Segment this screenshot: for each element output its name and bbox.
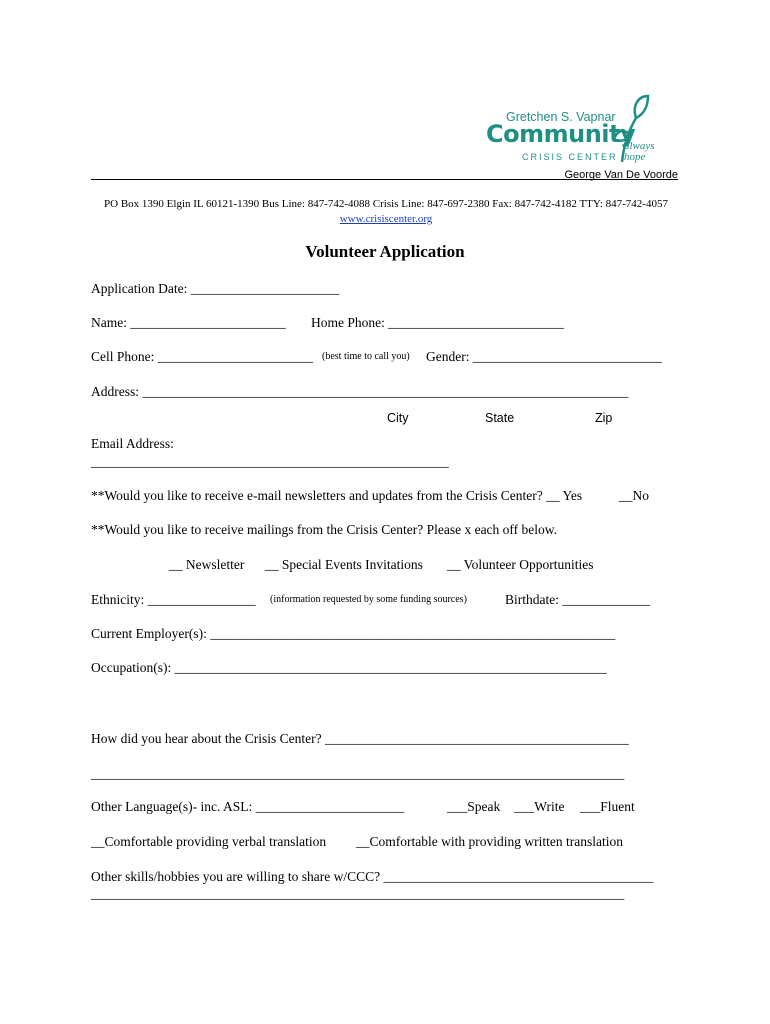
application-date-field[interactable]: Application Date: ______________________: [91, 281, 340, 296]
crisis-center-logo: [486, 92, 656, 164]
header-divider: [91, 179, 678, 180]
logo-line1: Gretchen S. Vapnar: [506, 110, 616, 124]
verbal-translation-option[interactable]: __Comfortable providing verbal translation: [91, 834, 327, 849]
mailings-question: **Would you like to receive mailings from the Crisis Center? Please x each off below.: [91, 522, 558, 537]
page-title: Volunteer Application: [305, 242, 465, 261]
birthdate-field[interactable]: Birthdate: _____________: [505, 592, 651, 607]
name-field[interactable]: Name: _______________________: [91, 315, 286, 330]
logo-tagline1: always: [624, 140, 655, 152]
header-name: George Van De Voorde: [564, 169, 678, 181]
gender-field[interactable]: Gender: ____________________________: [426, 349, 662, 364]
newsletter-no-option[interactable]: __No: [619, 488, 649, 503]
newsletter-option[interactable]: __ Newsletter: [169, 557, 245, 572]
write-option[interactable]: ___Write: [514, 799, 565, 814]
hear-about-field[interactable]: How did you hear about the Crisis Center? _____________________________________________: [91, 731, 629, 746]
newsletter-question[interactable]: **Would you like to receive e-mail newsletters and updates from the Crisis Center? __ Yes: [91, 488, 583, 503]
email-label: Email Address:: [91, 436, 174, 451]
address-field[interactable]: Address: ________________________________________________________________________: [91, 384, 629, 399]
current-employer-field[interactable]: Current Employer(s): ____________________________________________________________: [91, 626, 616, 641]
website-link[interactable]: www.crisiscenter.org: [339, 213, 433, 225]
cell-phone-field[interactable]: Cell Phone: _______________________: [91, 349, 313, 364]
contact-info: [91, 197, 681, 227]
skills-hobbies-extra-line[interactable]: _______________________________________________________________________________: [91, 886, 625, 901]
logo-line2: Community: [486, 120, 636, 148]
speak-option[interactable]: ___Speak: [447, 799, 501, 814]
home-phone-field[interactable]: Home Phone: __________________________: [311, 315, 564, 330]
best-time-note: (best time to call you): [322, 351, 410, 362]
zip-label: Zip: [595, 411, 613, 425]
city-label: City: [387, 411, 409, 425]
other-languages-field[interactable]: Other Language(s)- inc. ASL: ______________________: [91, 799, 405, 814]
ethnicity-note: (information requested by some funding sources): [270, 594, 467, 605]
occupation-field[interactable]: Occupation(s): ________________________________________________________________: [91, 660, 607, 675]
volunteer-opportunities-option[interactable]: __ Volunteer Opportunities: [447, 557, 594, 572]
email-field[interactable]: _____________________________________________________: [91, 454, 449, 469]
ethnicity-field[interactable]: Ethnicity: ________________: [91, 592, 256, 607]
fluent-option[interactable]: ___Fluent: [580, 799, 635, 814]
special-events-option[interactable]: __ Special Events Invitations: [265, 557, 423, 572]
skills-hobbies-field[interactable]: Other skills/hobbies you are willing to share w/CCC? ________________________________________: [91, 869, 654, 884]
logo-line3: CRISIS CENTER: [522, 152, 618, 162]
logo-tagline2: hope: [624, 151, 646, 163]
written-translation-option[interactable]: __Comfortable with providing written translation: [356, 834, 623, 849]
contact-text: PO Box 1390 Elgin IL 60121-1390 Bus Line: 847-742-4088 Crisis Line: 847-697-2380 Fax: 847-742-4182 TTY: 847-742-4057: [104, 198, 668, 210]
state-label: State: [485, 411, 515, 425]
hear-about-extra-line[interactable]: _______________________________________________________________________________: [91, 766, 625, 781]
